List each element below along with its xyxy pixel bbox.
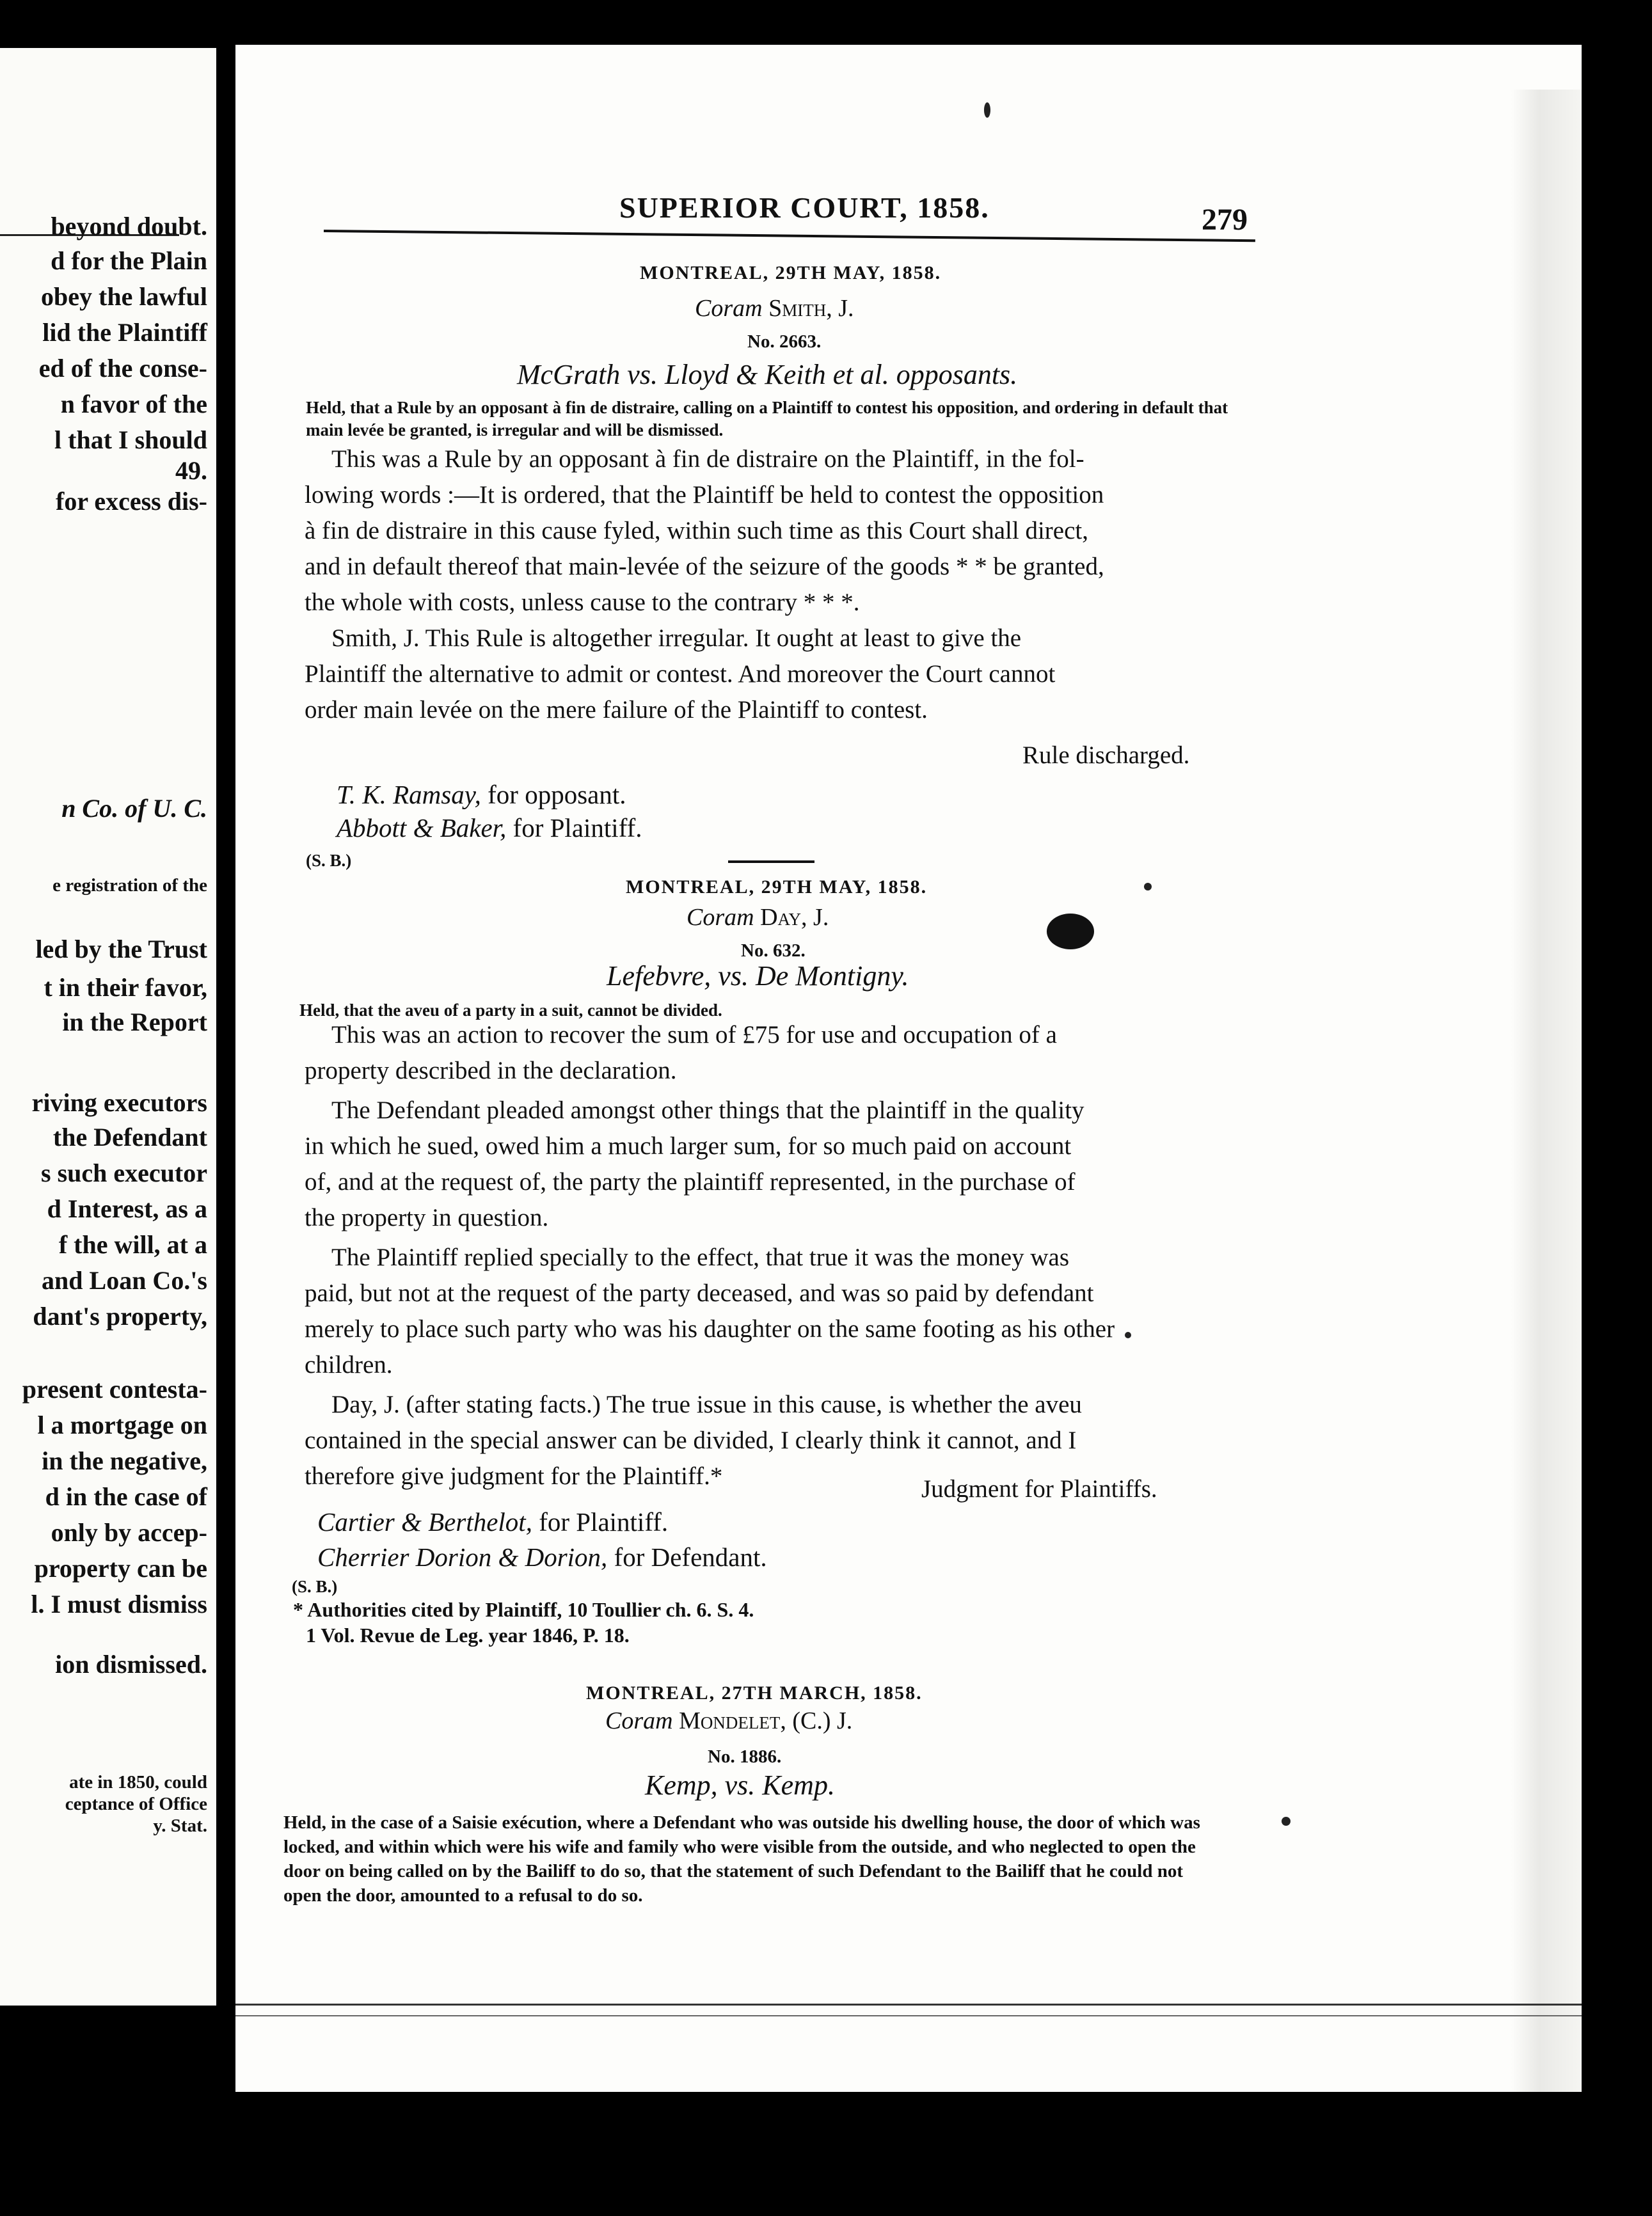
page-bottom-rule xyxy=(235,2004,1582,2006)
counsel-line: Cherrier Dorion & Dorion, for Defendant. xyxy=(317,1542,767,1572)
left-page-text-line: l. I must dismiss xyxy=(31,1590,207,1618)
body-text-line: lowing words :—It is ordered, that the Plaintiff be held to contest the opposition xyxy=(305,481,1104,509)
counsel-line: Cartier & Berthelot, for Plaintiff. xyxy=(317,1507,669,1537)
left-page-text-line: ate in 1850, could xyxy=(69,1772,207,1793)
body-text-line: merely to place such party who was his daughter on the same footing as his other xyxy=(305,1315,1115,1343)
footnote-line: * Authorities cited by Plaintiff, 10 Toullier ch. 6. S. 4. xyxy=(293,1598,754,1621)
coram-line: Coram Mondelet, (C.) J. xyxy=(605,1707,853,1734)
case-number: No. 1886. xyxy=(708,1746,782,1767)
body-text-line: Plaintiff the alternative to admit or contest. And moreover the Court cannot xyxy=(305,660,1056,688)
body-text-line: The Plaintiff replied specially to the effect, that true it was the money was xyxy=(331,1244,1070,1271)
case-caption: MONTREAL, 27TH MARCH, 1858. xyxy=(586,1682,923,1704)
left-page-text-line: l a mortgage on xyxy=(37,1411,207,1439)
body-text-line: The Defendant pleaded amongst other things that the plaintiff in the quality xyxy=(331,1096,1084,1124)
left-page-text-line: ion dismissed. xyxy=(55,1650,207,1679)
left-page-text-line: e registration of the xyxy=(52,875,207,896)
left-page-text-line: d in the case of xyxy=(45,1482,207,1511)
body-text-line: à fin de distraire in this cause fyled, within such time as this Court shall direct, xyxy=(305,517,1088,544)
body-text-line: contained in the special answer can be divided, I clearly think it cannot, and I xyxy=(305,1427,1077,1454)
case-number: No. 632. xyxy=(741,940,806,961)
body-text-line: children. xyxy=(305,1351,393,1379)
ink-blot xyxy=(1047,914,1094,949)
page-edge-shadow xyxy=(1511,90,1582,2092)
body-text-line: of, and at the request of, the party the plaintiff represented, in the purchase of xyxy=(305,1168,1076,1196)
left-page-text-line: n favor of the xyxy=(60,390,207,418)
body-text-line: therefore give judgment for the Plaintiff.* xyxy=(305,1462,723,1490)
left-page-text-line: t in their favor, xyxy=(44,973,207,1002)
case-parties: Kemp, vs. Kemp. xyxy=(645,1769,835,1801)
left-page-fragment xyxy=(0,48,216,2006)
left-page-text-line: in the negative, xyxy=(42,1446,207,1475)
right-page xyxy=(235,45,1582,2092)
held-note: Held, that the aveu of a party in a suit, cannot be divided. xyxy=(299,1001,722,1020)
case-separator xyxy=(728,860,814,863)
case-caption: MONTREAL, 29TH MAY, 1858. xyxy=(626,876,928,898)
body-text-line: property described in the declaration. xyxy=(305,1057,677,1084)
reporter-initials: (S. B.) xyxy=(292,1577,338,1596)
left-page-text-line: obey the lawful xyxy=(41,282,207,311)
left-page-text-line: the Defendant xyxy=(52,1123,207,1152)
body-text-line: This was an action to recover the sum of £75 for use and occupation of a xyxy=(331,1021,1057,1049)
left-page-text-line: s such executor xyxy=(41,1159,207,1187)
body-text-line: order main levée on the mere failure of the Plaintiff to contest. xyxy=(305,696,928,724)
coram-judge: Smith, J. xyxy=(768,295,854,322)
left-page-text-line: led by the Trust xyxy=(35,935,207,963)
body-text-line: This was a Rule by an opposant à fin de distraire on the Plaintiff, in the fol- xyxy=(331,445,1084,473)
ink-speck xyxy=(1144,883,1152,890)
book-gutter xyxy=(216,0,235,2216)
footnote-line: 1 Vol. Revue de Leg. year 1846, P. 18. xyxy=(306,1624,630,1647)
coram-prefix: Coram xyxy=(695,295,763,322)
case-disposition: Judgment for Plaintiffs. xyxy=(921,1475,1157,1503)
header-rule xyxy=(324,230,1255,242)
coram-line: Coram Day, J. xyxy=(687,904,829,931)
case-parties: McGrath vs. Lloyd & Keith et al. opposants. xyxy=(517,359,1018,390)
left-page-text-line: in the Report xyxy=(62,1008,207,1036)
left-page-text-line: and Loan Co.'s xyxy=(42,1266,207,1295)
left-page-text-line: 49. xyxy=(175,456,207,485)
ink-speck xyxy=(1282,1817,1291,1826)
left-page-text-line: dant's property, xyxy=(33,1302,207,1331)
left-page-text-line: l that I should xyxy=(54,425,207,454)
counsel-line: T. K. Ramsay, for opposant. xyxy=(337,780,626,809)
left-page-text-line: f the will, at a xyxy=(58,1230,207,1259)
left-page-text-line: beyond doubt. xyxy=(51,212,207,241)
body-text-line: paid, but not at the request of the party deceased, and was so paid by defendant xyxy=(305,1279,1094,1307)
page-bottom-rule xyxy=(235,2015,1582,2016)
held-note: Held, that a Rule by an opposant à fin de distraire, calling on a Plaintiff to contest his opposition, and ordering in default that main levée be granted, is irregular and will be dismissed. xyxy=(306,398,1228,439)
left-page-text-line: lid the Plaintiff xyxy=(42,318,207,347)
left-page-text-line: ceptance of Office xyxy=(65,1794,207,1814)
case-disposition: Rule discharged. xyxy=(1022,741,1190,769)
ink-speck xyxy=(984,102,990,118)
body-text-line: Day, J. (after stating facts.) The true issue in this cause, is whether the aveu xyxy=(331,1391,1082,1418)
page-number: 279 xyxy=(1202,203,1248,237)
left-page-text-line: riving executors xyxy=(31,1088,207,1117)
left-page-text-line: for excess dis- xyxy=(56,487,207,516)
body-text-line: the property in question. xyxy=(305,1204,549,1231)
body-text-line: the whole with costs, unless cause to the contrary * * *. xyxy=(305,589,860,616)
left-page-text-line: y. Stat. xyxy=(153,1816,207,1836)
reporter-initials: (S. B.) xyxy=(306,851,352,870)
ink-speck xyxy=(1125,1332,1131,1338)
left-page-text-line: ed of the conse- xyxy=(38,354,207,383)
held-note: Held, in the case of a Saisie exécution, where a Defendant who was outside his dwelling house, the door of which was locked, and within which were his wife and family who were visible from the outside, and who neglected to open the door on being called on by the Bailiff to do so, that the statement of such Defendant to the Bailiff that he could not open the door, amounted to a refusal to do so. xyxy=(283,1812,1200,1906)
left-page-text-line: present contesta- xyxy=(22,1375,207,1404)
body-text-line: in which he sued, owed him a much larger sum, for so much paid on account xyxy=(305,1132,1072,1160)
case-parties: Lefebvre, vs. De Montigny. xyxy=(607,960,909,992)
case-number: No. 2663. xyxy=(747,331,822,352)
left-page-text-line: n Co. of U. C. xyxy=(61,794,207,823)
body-text-line: and in default thereof that main-levée of the seizure of the goods * * be granted, xyxy=(305,553,1104,580)
body-text-line: Smith, J. This Rule is altogether irregular. It ought at least to give the xyxy=(331,624,1022,652)
running-head: SUPERIOR COURT, 1858. xyxy=(619,191,990,224)
left-page-text-line: d for the Plain xyxy=(51,246,207,275)
coram-line xyxy=(695,294,854,322)
left-page-text-line: only by accep- xyxy=(51,1518,207,1547)
left-page-text-line: d Interest, as a xyxy=(47,1194,207,1223)
case-caption: MONTREAL, 29TH MAY, 1858. xyxy=(640,262,942,283)
left-page-text-line: property can be xyxy=(34,1554,207,1583)
counsel-line: Abbott & Baker, for Plaintiff. xyxy=(337,813,642,843)
